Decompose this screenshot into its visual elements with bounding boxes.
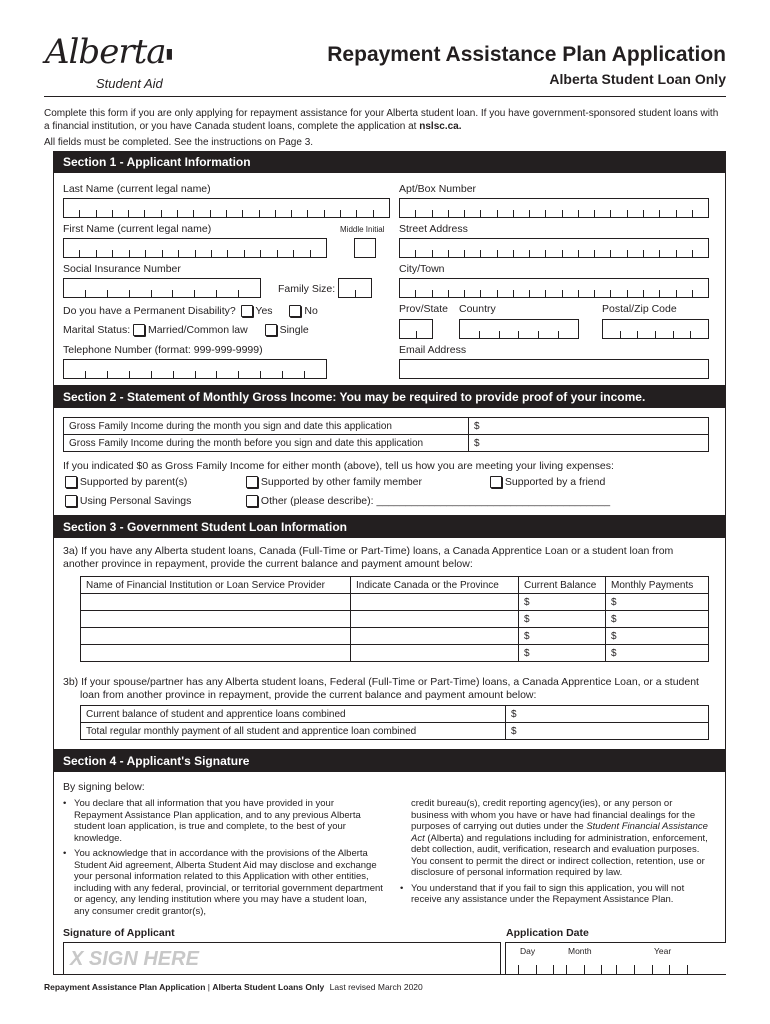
first-name-field[interactable]: [63, 238, 327, 258]
spouse-payment-field[interactable]: [506, 723, 709, 740]
disability-question: Do you have a Permanent Disability?: [63, 305, 236, 317]
dollar-sign: $: [511, 725, 517, 737]
savings-label: Using Personal Savings: [79, 495, 192, 507]
signature-terms-col2: credit bureau(s), credit reporting agency(ies), or any person or business with whom you have or have had financial dealings for the purposes of carrying out duties under the Student Financial Assistance Act (Alberta) and regulations including for administration, enforcement, debt collection, audit, verification, research and evaluation purposes. You consent to permit the direct or indirect collection, retention, use or disclosure of personal information required by law. • You understand that if you fail to sign this application, you will not receive any assistance under the Repayment Assistance Plan.: [400, 798, 710, 906]
declaration-bullet: You declare that all information that you have provided in your Repayment Assistance Plan application, and to any previous Alberta student loan application, is true and complete, to the best of your knowledge.: [74, 798, 361, 844]
telephone-label: Telephone Number (format: 999-999-9999): [63, 344, 263, 356]
intro-line-2: a financial institution, or you have Canada student loans, complete the application at: [44, 121, 420, 132]
zero-income-note: If you indicated $0 as Gross Family Income for either month (above), tell us how you are meeting your living expenses:: [63, 460, 614, 472]
sin-label: Social Insurance Number: [63, 263, 181, 275]
q3a-line-1: 3a) If you have any Alberta student loans, Canada (Full-Time or Part-Time) loans, a Canada Apprentice Loan or a student loan from: [63, 545, 674, 557]
income-previous-month-label: Gross Family Income during the month before you sign and date this application: [64, 435, 469, 452]
institution-cell[interactable]: [81, 628, 351, 645]
header-divider: [44, 96, 726, 97]
month-label: Month: [568, 946, 592, 956]
payment-cell[interactable]: [606, 628, 709, 645]
institution-cell[interactable]: [81, 645, 351, 662]
col-header-payments: Monthly Payments: [606, 577, 709, 594]
footer-separator: |: [207, 982, 210, 992]
married-checkbox[interactable]: [133, 324, 145, 336]
payment-cell[interactable]: [606, 594, 709, 611]
payment-cell[interactable]: [606, 645, 709, 662]
dollar-sign: $: [524, 630, 530, 642]
loans-table: [80, 576, 709, 662]
dollar-sign: $: [611, 647, 617, 659]
spouse-loans-table: [80, 705, 709, 740]
logo-subtitle: Student Aid: [96, 76, 163, 91]
disability-yes-checkbox[interactable]: [241, 305, 253, 317]
col-header-province: Indicate Canada or the Province: [351, 577, 519, 594]
intro-text: [44, 107, 734, 149]
institution-cell[interactable]: [81, 594, 351, 611]
disability-no-label: No: [304, 305, 318, 317]
table-row: [81, 628, 709, 645]
signature-terms-col1: • You declare that all information that you have provided in your Repayment Assistance Plan application, and to any previous Alberta student loan application, is true and complete, to the best of your knowledge. • You acknowledge that in accordance with the provisions of the Alberta Student Aid agreement, Alberta Student Aid may disclose and exchange your personal information related to this Application with other entities, including with any federal, provincial, or territorial government department or agency, any lending institution where you may have a student loan, any consumer credit grantor(s),: [63, 798, 383, 917]
dollar-sign: $: [511, 708, 517, 720]
day-label: Day: [520, 946, 536, 956]
opt-parents: [65, 476, 187, 488]
income-previous-month-field[interactable]: [469, 435, 709, 452]
page-title: Repayment Assistance Plan Application: [327, 43, 726, 66]
table-row: [81, 611, 709, 628]
table-row: [64, 435, 709, 452]
opt-savings: [65, 495, 191, 507]
first-name-label: First Name (current legal name): [63, 223, 212, 235]
col-header-balance: Current Balance: [519, 577, 606, 594]
last-name-field[interactable]: [63, 198, 390, 218]
dollar-sign: $: [524, 647, 530, 659]
balance-cell[interactable]: [519, 611, 606, 628]
city-label: City/Town: [399, 263, 445, 275]
opt-family: [246, 476, 422, 488]
last-name-label: Last Name (current legal name): [63, 183, 211, 195]
table-row: [81, 594, 709, 611]
family-size-field[interactable]: [338, 278, 372, 298]
parents-checkbox[interactable]: [65, 476, 77, 488]
disclosure-continued: credit bureau(s), credit reporting agency(ies), or any person or business with whom you have or have had financial dealings for the purposes of carrying out duties under the: [411, 798, 696, 832]
apt-box-label: Apt/Box Number: [399, 183, 477, 195]
postal-field[interactable]: [602, 319, 709, 339]
footer-form-name: Repayment Assistance Plan Application: [44, 982, 206, 992]
savings-checkbox[interactable]: [65, 495, 77, 507]
dollar-sign: $: [524, 596, 530, 608]
dollar-sign: $: [611, 630, 617, 642]
signature-field[interactable]: [63, 942, 501, 974]
single-label: Single: [279, 324, 309, 336]
q3b-text: [63, 676, 699, 702]
family-checkbox[interactable]: [246, 476, 258, 488]
dollar-sign: $: [474, 420, 480, 432]
country-label: Country: [459, 303, 496, 315]
telephone-field[interactable]: [63, 359, 327, 379]
marital-row: [63, 324, 309, 336]
payment-cell[interactable]: [606, 611, 709, 628]
q3b-line-2: loan from another province in repayment, provide the current balance and payment amount below:: [80, 689, 537, 701]
col-header-institution: Name of Financial Institution or Loan Service Provider: [81, 577, 351, 594]
year-label: Year: [654, 946, 672, 956]
dollar-sign: $: [524, 613, 530, 625]
family-size-label: Family Size:: [278, 283, 336, 295]
street-address-label: Street Address: [399, 223, 468, 235]
income-current-month-label: Gross Family Income during the month you sign and date this application: [64, 418, 469, 435]
institution-cell[interactable]: [81, 611, 351, 628]
spouse-balance-field[interactable]: [506, 706, 709, 723]
balance-cell[interactable]: [519, 645, 606, 662]
q3a-text: [63, 545, 673, 571]
intro-line-3: All fields must be completed. See the instructions on Page 3.: [44, 137, 314, 148]
sign-here-placeholder: X SIGN HERE: [70, 948, 199, 970]
section-1-header: Section 1 - Applicant Information: [53, 151, 726, 173]
disclosure-bullet: You acknowledge that in accordance with the provisions of the Alberta Student Aid agreement, Alberta Student Aid may disclose and exchange your personal information related to this Application with other entities, including with any federal, provincial, or territorial government department or agency, any lending institution where you may have a student loan, any consumer credit grantor(s),: [74, 848, 383, 917]
dollar-sign: $: [611, 613, 617, 625]
opt-friend: [490, 476, 605, 488]
email-label: Email Address: [399, 344, 467, 356]
table-row: [81, 723, 709, 740]
table-row: [81, 645, 709, 662]
parents-label: Supported by parent(s): [79, 476, 188, 488]
section-4-bottom-rule: [53, 974, 726, 975]
disability-no-checkbox[interactable]: [289, 305, 301, 317]
footer: [44, 982, 423, 992]
table-row: [64, 418, 709, 435]
apt-box-field[interactable]: [399, 198, 709, 218]
balance-cell[interactable]: [519, 594, 606, 611]
middle-initial-field[interactable]: [354, 238, 376, 258]
prov-state-label: Prov/State: [399, 303, 449, 315]
section-3-header: Section 3 - Government Student Loan Information: [53, 516, 726, 538]
single-checkbox[interactable]: [265, 324, 277, 336]
disclosure-continued-2: (Alberta) and regulations including for administration, enforcement, debt collection, audit, verification, research and evaluation purposes. You consent to permit the direct or indirect collection, retention, use or disclosure of personal information required by law.: [411, 832, 708, 878]
dollar-sign: $: [474, 437, 480, 449]
table-header-row: [81, 577, 709, 594]
province-cell[interactable]: [351, 611, 519, 628]
section-2-header: Section 2 - Statement of Monthly Gross Income: You may be required to provide proof of your income.: [53, 386, 726, 408]
income-current-month-field[interactable]: [469, 418, 709, 435]
day-ticks: [518, 965, 554, 974]
signature-label: Signature of Applicant: [63, 927, 175, 939]
province-cell[interactable]: [351, 594, 519, 611]
application-date-field[interactable]: [505, 942, 726, 974]
spouse-payment-label: Total regular monthly payment of all student and apprentice loan combined: [81, 723, 506, 740]
footer-revised: Last revised March 2020: [329, 982, 423, 992]
opt-other: [246, 495, 610, 507]
logo-mark-icon: ▮: [165, 46, 173, 62]
by-signing-text: By signing below:: [63, 781, 145, 793]
dollar-sign: $: [611, 596, 617, 608]
alberta-logo: [45, 32, 172, 72]
province-cell[interactable]: [351, 628, 519, 645]
month-ticks: [566, 965, 602, 974]
application-date-label: Application Date: [506, 927, 589, 939]
country-field[interactable]: [459, 319, 579, 339]
email-field[interactable]: [399, 359, 709, 379]
year-ticks: [616, 965, 688, 974]
footer-scope: Alberta Student Loans Only: [212, 982, 325, 992]
income-table: [63, 417, 709, 452]
postal-label: Postal/Zip Code: [602, 303, 677, 315]
disability-row: [63, 305, 318, 317]
prov-state-field[interactable]: [399, 319, 433, 339]
married-label: Married/Common law: [147, 324, 248, 336]
friend-checkbox[interactable]: [490, 476, 502, 488]
sign-consequence-bullet: You understand that if you fail to sign this application, you will not receive any assistance under the Repayment Assistance Plan.: [411, 882, 685, 905]
family-label: Supported by other family member: [260, 476, 422, 488]
friend-label: Supported by a friend: [504, 476, 606, 488]
spouse-balance-label: Current balance of student and apprentice loans combined: [81, 706, 506, 723]
street-address-field[interactable]: [399, 238, 709, 258]
balance-cell[interactable]: [519, 628, 606, 645]
city-field[interactable]: [399, 278, 709, 298]
q3b-line-1: 3b) If your spouse/partner has any Alberta student loans, Federal (Full-Time or Part-Time) loans, a Canada Apprentice Loan, or a student: [63, 676, 699, 688]
intro-line-1: Complete this form if you are only applying for repayment assistance for your Alberta student loan. If you have government-sponsored student loans with: [44, 108, 719, 119]
logo-wordmark: Alberta: [45, 32, 166, 72]
province-cell[interactable]: [351, 645, 519, 662]
other-label[interactable]: Other (please describe): ________________________________________: [260, 495, 611, 507]
page-subtitle: Alberta Student Loan Only: [549, 71, 726, 87]
middle-initial-label: Middle Initial: [340, 225, 385, 234]
table-row: [81, 706, 709, 723]
other-checkbox[interactable]: [246, 495, 258, 507]
act-name: Student Financial Assistance Act: [411, 821, 708, 844]
sin-field[interactable]: [63, 278, 261, 298]
marital-status-label: Marital Status:: [63, 324, 131, 336]
nslsc-link[interactable]: nslsc.ca.: [419, 121, 462, 132]
q3a-line-2: another province in repayment, provide the current balance and payment amount below:: [63, 558, 473, 570]
disability-yes-label: Yes: [255, 305, 273, 317]
section-4-header: Section 4 - Applicant's Signature: [53, 750, 726, 772]
